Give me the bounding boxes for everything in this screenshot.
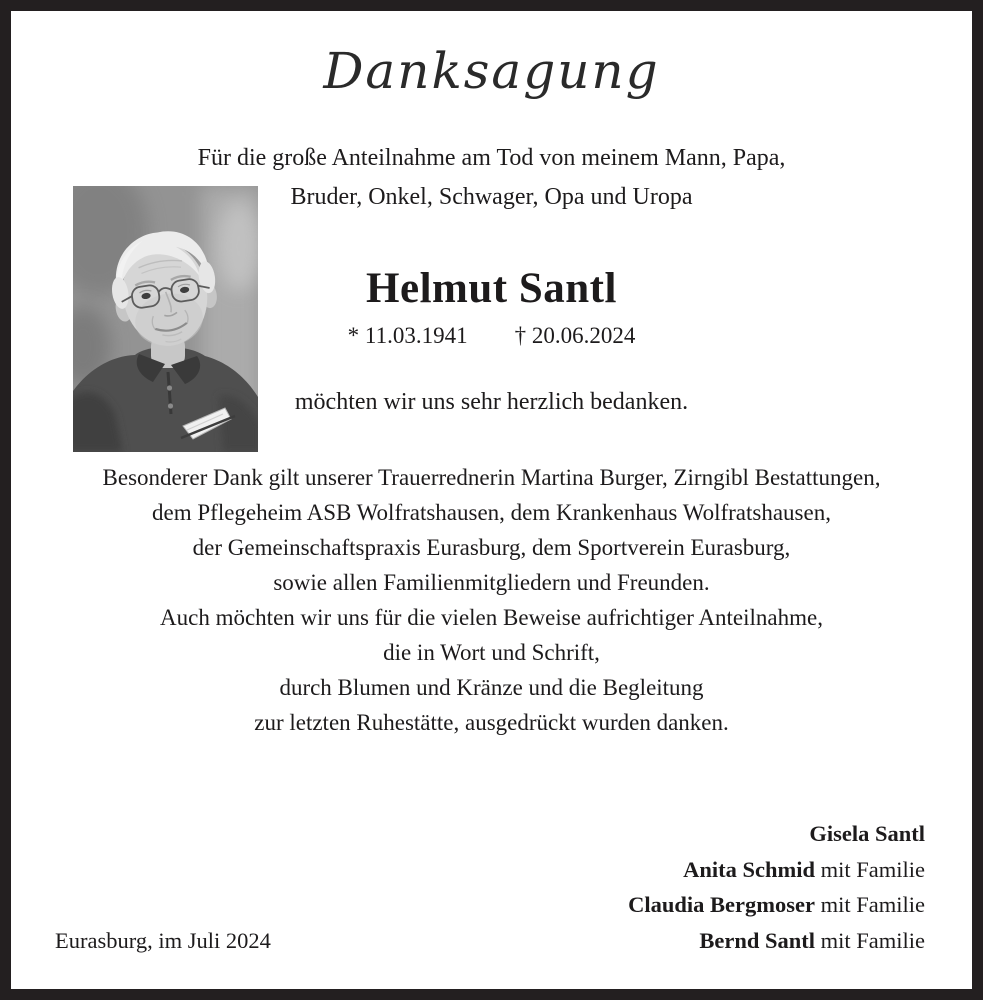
mourner-name: Claudia Bergmoser [628,892,815,917]
body-line-6: die in Wort und Schrift, [383,640,600,665]
mourner-row [628,923,925,959]
body-line-7: durch Blumen und Kränze und die Begleitung [279,675,704,700]
body-line-2: dem Pflegeheim ASB Wolfratshausen, dem Krankenhaus Wolfratshausen, [152,500,831,525]
death-date: † 20.06.2024 [514,323,636,348]
mourner-row [628,887,925,923]
mourner-name: Gisela Santl [809,821,925,846]
deceased-name: Helmut Santl [366,265,617,312]
thanks-line: möchten wir uns sehr herzlich bedanken. [294,389,689,415]
body-line-5: Auch möchten wir uns für die vielen Beweise aufrichtiger Anteilnahme, [160,605,823,630]
mourner-suffix: mit Familie [820,856,925,882]
mourner-suffix: mit Familie [820,892,925,917]
body-line-8: zur letzten Ruhestätte, ausgedrückt wurden danken. [254,710,729,735]
body-line-4: sowie allen Familienmitgliedern und Freunden. [273,570,710,595]
body-line-1: Besonderer Dank gilt unserer Trauerrednerin Martina Burger, Zirngibl Bestattungen, [102,465,881,490]
mourner-suffix: mit Familie [820,927,925,953]
life-dates [0,323,983,349]
intro-line-2: Bruder, Onkel, Schwager, Opa und Uropa [290,184,693,210]
mourner-row [628,852,925,888]
mourner-name: Anita Schmid [683,856,815,882]
mourners-list [628,816,925,958]
mourner-name: Bernd Santl [699,927,815,953]
acknowledgement-paragraph [0,460,983,740]
mourner-row [628,816,925,852]
body-line-3: der Gemeinschaftspraxis Eurasburg, dem Sportverein Eurasburg, [192,535,791,560]
birth-date: * 11.03.1941 [347,323,468,348]
intro-line-1: Für die große Anteilnahme am Tod von meinem Mann, Papa, [197,145,786,171]
place-and-date: Eurasburg, im Juli 2024 [55,928,271,953]
notice-title: Danksagung [323,42,660,100]
